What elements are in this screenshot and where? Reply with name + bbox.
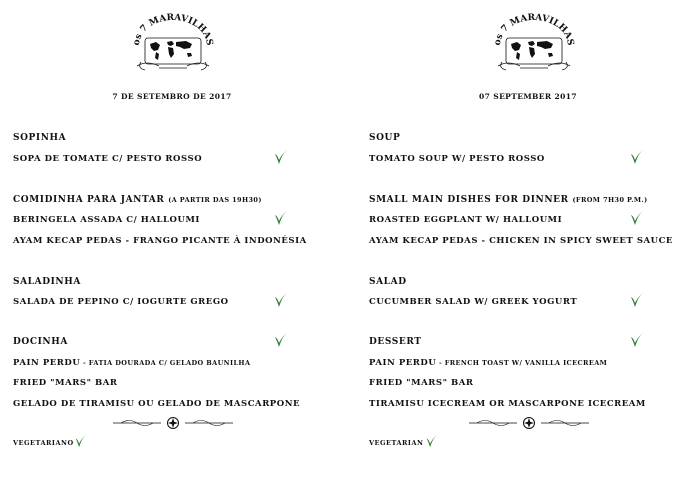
menu-item: FRIED "MARS" BAR bbox=[369, 378, 474, 388]
section-heading-main: COMIDINHA PARA JANTAR (A PARTIR DAS 19H30) bbox=[13, 195, 262, 205]
world-map-emblem-icon bbox=[123, 12, 223, 74]
restaurant-logo bbox=[123, 12, 223, 74]
vegetarian-legend-label: VEGETARIANO bbox=[13, 439, 74, 447]
vegetarian-leaf-icon bbox=[73, 433, 87, 449]
section-heading-soup: SOUP bbox=[369, 133, 401, 143]
section-heading-dessert: DOCINHA bbox=[13, 337, 68, 347]
menu-item: AYAM KECAP PEDAS - CHICKEN IN SPICY SWEET SAUCE bbox=[369, 236, 673, 246]
menu-item: BERINGELA ASSADA C/ HALLOUMI bbox=[13, 215, 200, 225]
ornamental-divider bbox=[111, 416, 235, 430]
menu-item: SALADA DE PEPINO C/ IOGURTE GREGO bbox=[13, 297, 229, 307]
menu-item: GELADO DE TIRAMISU OU GELADO DE MASCARPONE bbox=[13, 399, 301, 409]
vegetarian-leaf-icon bbox=[272, 209, 288, 227]
vegetarian-leaf-icon bbox=[272, 331, 288, 349]
svg-text:os 7 MARAVILHAS bbox=[132, 13, 214, 46]
vegetarian-leaf-icon bbox=[628, 148, 644, 166]
vegetarian-leaf-icon bbox=[272, 291, 288, 309]
menu-item: SOPA DE TOMATE C/ PESTO ROSSO bbox=[13, 154, 203, 164]
menu-date: 07 SEPTEMBER 2017 bbox=[479, 92, 577, 101]
menu-item: TOMATO SOUP W/ PESTO ROSSO bbox=[369, 154, 545, 164]
vegetarian-leaf-icon bbox=[628, 331, 644, 349]
section-heading-dessert: DESSERT bbox=[369, 337, 422, 347]
logo-text: os 7 MARAVILHAS bbox=[492, 12, 576, 47]
vegetarian-leaf-icon bbox=[424, 433, 438, 449]
section-heading-main: SMALL MAIN DISHES FOR DINNER (FROM 7H30 P.M.) bbox=[369, 195, 648, 205]
menu-column-english bbox=[369, 0, 699, 482]
svg-text:os 7 MARAVILHAS bbox=[493, 13, 575, 46]
menu-item: PAIN PERDU - FATIA DOURADA C/ GELADO BAUNILHA bbox=[13, 358, 251, 368]
restaurant-logo bbox=[484, 12, 584, 74]
section-heading-salad: SALADINHA bbox=[13, 277, 81, 287]
menu-column-portuguese bbox=[13, 0, 343, 482]
menu-date: 7 DE SETEMBRO DE 2017 bbox=[112, 92, 232, 101]
world-map-emblem-icon bbox=[484, 12, 584, 74]
vegetarian-legend-label: VEGETARIAN bbox=[369, 439, 424, 447]
ornamental-divider bbox=[467, 416, 591, 430]
vegetarian-leaf-icon bbox=[628, 209, 644, 227]
vegetarian-leaf-icon bbox=[628, 291, 644, 309]
menu-item: CUCUMBER SALAD W/ GREEK YOGURT bbox=[369, 297, 578, 307]
menu-item: PAIN PERDU - FRENCH TOAST W/ VANILLA ICECREAM bbox=[369, 358, 608, 368]
menu-item: TIRAMISU ICECREAM OR MASCARPONE ICECREAM bbox=[369, 399, 646, 409]
section-heading-salad: SALAD bbox=[369, 277, 407, 287]
section-heading-soup: SOPINHA bbox=[13, 133, 67, 143]
menu-item: AYAM KECAP PEDAS - FRANGO PICANTE À INDONÉSIA bbox=[13, 236, 307, 246]
menu-item: ROASTED EGGPLANT W/ HALLOUMI bbox=[369, 215, 563, 225]
logo-text: os 7 MARAVILHAS bbox=[131, 12, 215, 47]
vegetarian-leaf-icon bbox=[272, 148, 288, 166]
menu-item: FRIED "MARS" BAR bbox=[13, 378, 118, 388]
